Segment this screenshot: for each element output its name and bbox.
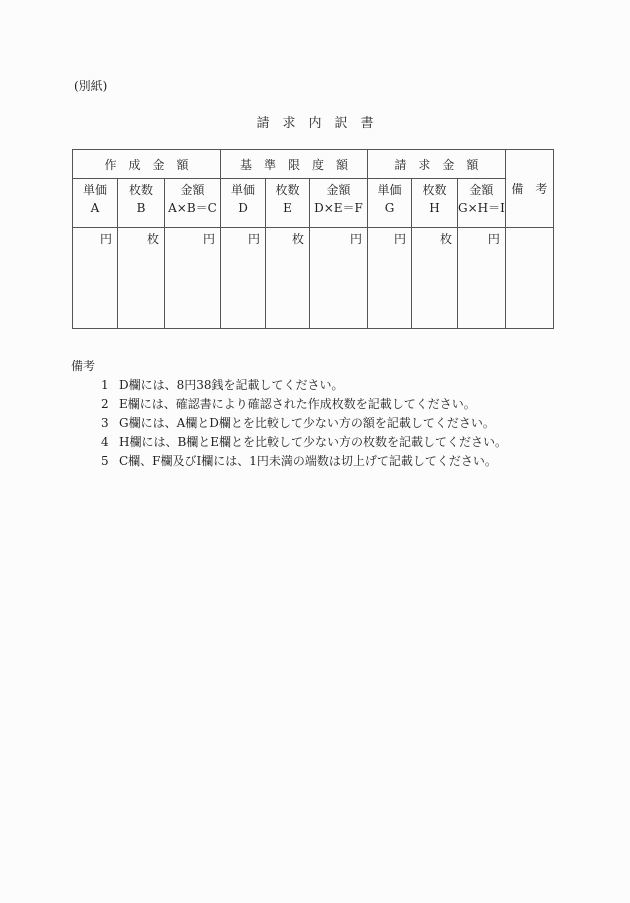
group-header-standard-limit: 基 準 限 度 額	[221, 150, 368, 179]
note-item-5	[71, 452, 507, 471]
column-header-row	[73, 179, 554, 228]
col-label-sheets-h: 枚数	[422, 183, 447, 197]
col-code-f: D×E＝F	[314, 201, 363, 215]
note-text: D欄には、8円38銭を記載してください。	[119, 378, 344, 392]
unit-label-yen: 円	[487, 232, 500, 246]
group-header-row	[73, 150, 554, 179]
group-header-billed-amount: 請 求 金 額	[368, 150, 506, 179]
cell-amount-c	[165, 228, 221, 329]
unit-label-yen: 円	[99, 232, 112, 246]
col-code-d: D	[238, 201, 248, 215]
unit-label-yen: 円	[349, 232, 362, 246]
col-label-sheets-e: 枚数	[275, 183, 300, 197]
col-header-sheets-e	[266, 179, 310, 228]
cell-remarks	[505, 228, 553, 329]
note-number: 1	[101, 378, 109, 392]
col-label-amount-c: 金額	[180, 183, 205, 197]
col-header-amount-i	[458, 179, 506, 228]
note-item-2	[71, 395, 507, 414]
cell-sheets-b	[118, 228, 165, 329]
billing-breakdown-table	[72, 149, 554, 329]
col-code-c: A×B＝C	[168, 201, 217, 215]
cell-amount-i	[458, 228, 506, 329]
cell-sheets-e	[266, 228, 310, 329]
col-header-amount-c	[165, 179, 221, 228]
col-code-h: H	[429, 201, 440, 215]
entry-row	[73, 228, 554, 329]
col-code-i: G×H＝I	[458, 201, 505, 215]
col-code-a: A	[90, 201, 100, 215]
col-label-unit-price-g: 単価	[377, 183, 402, 197]
col-code-b: B	[136, 201, 146, 215]
col-header-amount-f	[310, 179, 368, 228]
col-code-g: G	[384, 201, 395, 215]
col-header-unit-price-g	[368, 179, 412, 228]
col-header-sheets-h	[412, 179, 458, 228]
attachment-label: (別紙)	[74, 79, 108, 93]
notes-section	[71, 357, 507, 471]
note-text: G欄には、A欄とD欄とを比較して少ない方の額を記載してください。	[119, 416, 495, 430]
note-item-3	[71, 414, 507, 433]
note-text: C欄、F欄及びI欄には、1円未満の端数は切上げて記載してください。	[119, 454, 497, 468]
col-label-amount-i: 金額	[469, 183, 494, 197]
notes-heading: 備考	[71, 359, 96, 373]
cell-amount-f	[310, 228, 368, 329]
col-label-amount-f: 金額	[326, 183, 351, 197]
unit-label-yen: 円	[202, 232, 215, 246]
col-header-unit-price-a	[73, 179, 118, 228]
note-item-1	[71, 376, 507, 395]
unit-label-yen: 円	[393, 232, 406, 246]
note-number: 4	[101, 435, 109, 449]
cell-unit-price-a	[73, 228, 118, 329]
unit-label-yen: 円	[247, 232, 260, 246]
col-header-unit-price-d	[221, 179, 266, 228]
cell-unit-price-d	[221, 228, 266, 329]
col-label-unit-price-d: 単価	[230, 183, 255, 197]
col-label-sheets-b: 枚数	[128, 183, 153, 197]
note-item-4	[71, 433, 507, 452]
cell-sheets-h	[412, 228, 458, 329]
unit-label-mai: 枚	[439, 232, 452, 246]
unit-label-mai: 枚	[146, 232, 159, 246]
col-header-sheets-b	[118, 179, 165, 228]
col-code-e: E	[283, 201, 292, 215]
unit-label-mai: 枚	[291, 232, 304, 246]
note-number: 5	[101, 454, 109, 468]
cell-unit-price-g	[368, 228, 412, 329]
page-title: 請 求 内 訳 書	[256, 116, 374, 131]
note-text: H欄には、B欄とE欄とを比較して少ない方の枚数を記載してください。	[119, 435, 508, 449]
group-header-created-amount: 作 成 金 額	[73, 150, 221, 179]
remarks-column-header: 備 考	[505, 150, 553, 228]
col-label-unit-price-a: 単価	[82, 183, 107, 197]
note-number: 2	[101, 397, 109, 411]
note-text: E欄には、確認書により確認された作成枚数を記載してください。	[119, 397, 476, 411]
note-number: 3	[101, 416, 109, 430]
